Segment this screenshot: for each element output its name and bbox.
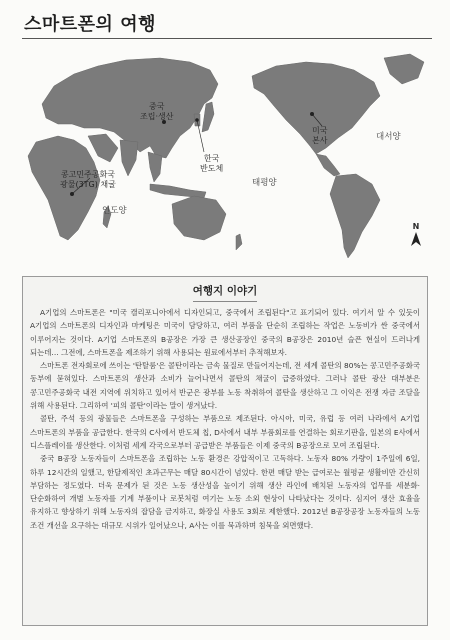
indonesia-islands xyxy=(150,184,206,198)
page-title: 스마트폰의 여행 xyxy=(24,14,156,35)
atlantic-ocean-text: 대서양 xyxy=(376,132,401,142)
story-box xyxy=(22,276,428,626)
south-america-landmass xyxy=(330,174,380,258)
southeast-asia-landmass xyxy=(148,152,162,182)
atlantic-ocean-label xyxy=(376,132,401,142)
congo-label-text: 콩고민주공화국 광물(3TG) 채굴 xyxy=(60,170,116,189)
compass-letter: N xyxy=(412,222,420,231)
australia-landmass xyxy=(172,196,226,240)
korea-label xyxy=(200,154,223,174)
story-paragraph-1: A기업의 스마트폰은 "미국 캘리포니아에서 디자인되고, 중국에서 조립된다"고 표기되어 있다. 여기서 알 수 있듯이 A기업의 스마트폰의 디자인과 마케팅은 미국이 담당하고, 여러 부품을 단순히 조립하는 작업은 노동비가 싼 중국에서 이루어지는 것이다. A기업 스마트폰의 B공장은 가장 큰 생산공장인 중국의 B공장은 2010년 슬픈 현실이 드러나게 되는데… 그전에, 스마트폰을 제조하기 위해 사용되는 원료에서부터 추적해보자. xyxy=(30,308,420,357)
arabia-landmass xyxy=(88,134,118,162)
korea-label-text: 한국 반도체 xyxy=(200,154,224,173)
new-zealand-islands xyxy=(236,234,242,250)
world-map-graphic xyxy=(14,44,434,266)
india-landmass xyxy=(120,140,138,176)
story-title: 여행지 이야기 xyxy=(192,285,258,297)
usa-label-text: 미국 본사 xyxy=(312,126,328,145)
indian-ocean-label xyxy=(102,206,127,216)
story-paragraph-2: 스마트폰 전자회로에 쓰이는 '탄탈룸'은 콜탄이라는 금속 물질로 만들어지는데, 전 세계 콜탄의 80%는 콩고민주공화국 동부에 묻혀있다. 스마트폰의 생산과 소비가 늘어나면서 콜탄의 채굴이 급증하였다. 그러나 콜탄 광산 대부분은 콩고민주공화국 내전 지역에 위치하고 있어서 반군은 광부를 노동 착취하여 콜탄을 생산하고 그 이익은 전쟁 자금 조달을 위해 사용된다. 그리하여 '피의 콜탄'이라는 말이 생겨났다. xyxy=(30,361,420,411)
china-label xyxy=(140,102,173,122)
story-paragraph-3: 콜탄, 주석 등의 광물들은 스마트폰을 구성하는 부품으로 제조된다. 아시아, 미국, 유럽 등 여러 나라에서 A기업 스마트폰의 부품을 공급한다. 한국의 C사에서 반도체 칩, D사에서 내부 부품회로를 연결하는 회로기판을, 일본의 E사에서 디스플레이를 생산한다. 이처럼 세계 각국으로부터 공급받은 부품들은 이제 중국의 B공장으로 모여 조립된다. xyxy=(30,414,420,450)
indian-ocean-text: 인도양 xyxy=(102,206,127,216)
central-america-landmass xyxy=(316,154,340,176)
china-label-text: 중국 조립·생산 xyxy=(140,102,174,121)
world-map xyxy=(14,44,434,266)
pacific-ocean-label xyxy=(252,178,277,188)
compass xyxy=(408,222,424,250)
title-divider xyxy=(22,38,432,39)
north-arrow-icon xyxy=(411,232,421,246)
greenland-landmass xyxy=(384,54,424,84)
japan-islands xyxy=(202,102,214,132)
pacific-ocean-text: 태평양 xyxy=(252,178,277,188)
story-paragraph-4: 중국 B공장 노동자들이 스마트폰을 조립하는 노동 환경은 강압적이고 고독하다. 노동자 80% 가량이 1주일에 6일, 하루 12시간의 일했고, 한달제적인 초과근무는 매달 80시간이 넘었다. 한편 매달 받는 급여로는 월평균 생활비만 간신히 부담하는 정도였다. 더욱 문제가 된 것은 노동 생산성을 높이기 위해 생산 라인에 배치된 노동자의 업무를 세분화·단순화하여 개별 노동자를 기계 부품이나 로봇처럼 여기는 노동 소외 현상이 나타났다는 것이다. 심지어 생산 효율을 유지하고 향상하기 위해 노동자의 잡담을 금지하고, 화장실 사용도 3회로 제한했다. 2012년 B공장공장 노동자들의 노동 조건 개선을 요구하는 대규모 시위가 일어났으나, A사는 이를 묵과하며 침묵을 외면했다. xyxy=(30,454,420,530)
congo-label xyxy=(60,170,116,190)
usa-label xyxy=(312,126,327,146)
story-title-underline xyxy=(193,301,257,302)
